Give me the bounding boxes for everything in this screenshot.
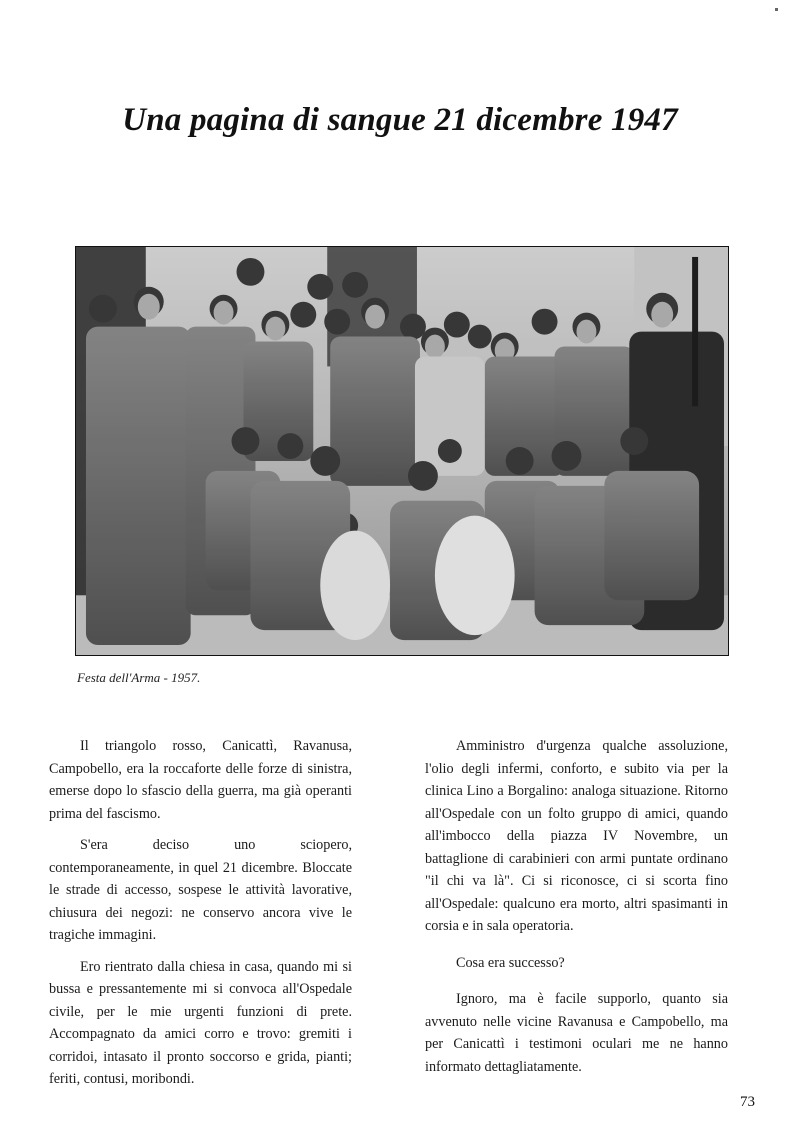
page-number: 73 — [740, 1094, 755, 1110]
paragraph: Il triangolo rosso, Canicattì, Ravanusa, Campobello, era la roccaforte delle forze di sinistra, emerse dopo lo sfascio della guerra, ma già operanti prima del fascismo. — [49, 738, 352, 822]
right-text-column — [425, 735, 728, 1087]
page-title: Una pagina di sangue 21 dicembre 1947 — [122, 102, 678, 138]
scan-mark — [775, 8, 778, 11]
paragraph: Cosa era successo? — [456, 954, 565, 971]
paragraph: S'era deciso uno sciopero, contemporaneamente, in quel 21 dicembre. Bloccate le strade di accesso, sospese le attività lavorative, chiusura dei negozi: ne conservo ancora vive le tragiche immagini. — [49, 837, 352, 943]
left-text-column — [49, 735, 352, 1100]
paragraph: Ignoro, ma è facile supporlo, quanto sia avvenuto nelle vicine Ravanusa e Campobello, ma per Canicattì i testimoni oculari me ne hanno informato dettagliatamente. — [425, 991, 728, 1075]
group-photo — [75, 246, 729, 656]
photo-caption: Festa dell'Arma - 1957. — [77, 670, 201, 685]
paragraph: Ero rientrato dalla chiesa in casa, quando mi si bussa e pressantemente mi si convoca all'Ospedale civile, per le mie urgenti funzioni di prete. Accompagnato da amici corro e trovo: gremiti i corridoi, intasato il pronto soccorso e grida, pianti; feriti, contusi, moribondi. — [49, 958, 352, 1087]
paragraph: Amministro d'urgenza qualche assoluzione, l'olio degli infermi, conforto, e subito via per la clinica Lino a Borgalino: analoga situazione. Ritorno all'Ospedale con un folto gruppo di amici, quando all'imbocco della piazza IV Novembre, un battaglione di carabinieri con armi puntate ordinano "il chi va là". Ci si riconosce, ci si scorta fino all'Ospedale: qualcuno era morto, altri spasimanti in corsia e in sala operatoria. — [425, 738, 728, 934]
group-photo-icon — [76, 247, 728, 655]
